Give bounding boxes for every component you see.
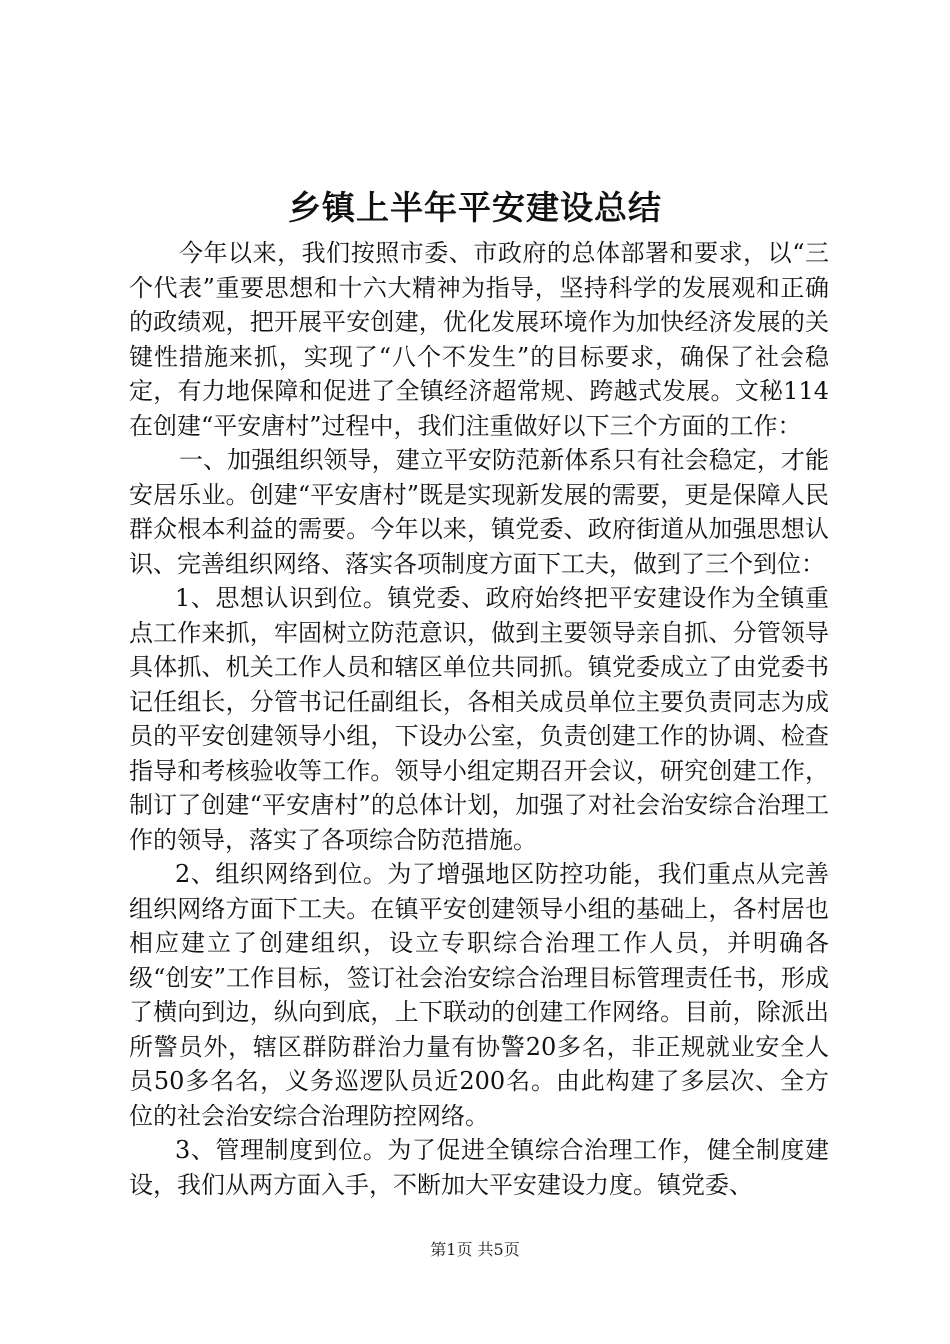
document-body	[129, 236, 829, 1202]
document-title: 乡镇上半年平安建设总结	[288, 188, 662, 227]
paragraph-section-one: 一、加强组织领导，建立平安防范新体系只有社会稳定，才能安居乐业。创建“平安唐村”既是实现新发展的需要，更是保障人民群众根本利益的需要。今年以来，镇党委、政府街道从加强思想认识、完善组织网络、落实各项制度方面下工夫，做到了三个到位：	[129, 446, 829, 578]
page-footer: 第1页 共5页	[430, 1240, 520, 1259]
paragraph-item-2: 2、组织网络到位。为了增强地区防控功能，我们重点从完善组织网络方面下工夫。在镇平安创建领导小组的基础上，各村居也相应建立了创建组织，设立专职综合治理工作人员，并明确各级“创安”工作目标，签订社会治安综合治理目标管理责任书，形成了横向到边，纵向到底，上下联动的创建工作网络。目前，除派出所警员外，辖区群防群治力量有协警20多名，非正规就业安全人员50多名名，义务巡逻队员近200名。由此构建了多层次、全方位的社会治安综合治理防控网络。	[129, 860, 829, 1130]
paragraph-intro: 今年以来，我们按照市委、市政府的总体部署和要求，以“三个代表”重要思想和十六大精神为指导，坚持科学的发展观和正确的政绩观，把开展平安创建，优化发展环境作为加快经济发展的关键性措施来抓，实现了“八个不发生”的目标要求，确保了社会稳定，有力地保障和促进了全镇经济超常规、跨越式发展。文秘114在创建“平安唐村”过程中，我们注重做好以下三个方面的工作：	[129, 239, 829, 440]
paragraph-item-3: 3、管理制度到位。为了促进全镇综合治理工作，健全制度建设，我们从两方面入手，不断加大平安建设力度。镇党委、	[129, 1136, 829, 1199]
paragraph-item-1: 1、思想认识到位。镇党委、政府始终把平安建设作为全镇重点工作来抓，牢固树立防范意识，做到主要领导亲自抓、分管领导具体抓、机关工作人员和辖区单位共同抓。镇党委成立了由党委书记任组长，分管书记任副组长，各相关成员单位主要负责同志为成员的平安创建领导小组，下设办公室，负责创建工作的协调、检查指导和考核验收等工作。领导小组定期召开会议，研究创建工作，制订了创建“平安唐村”的总体计划，加强了对社会治安综合治理工作的领导，落实了各项综合防范措施。	[129, 584, 829, 854]
